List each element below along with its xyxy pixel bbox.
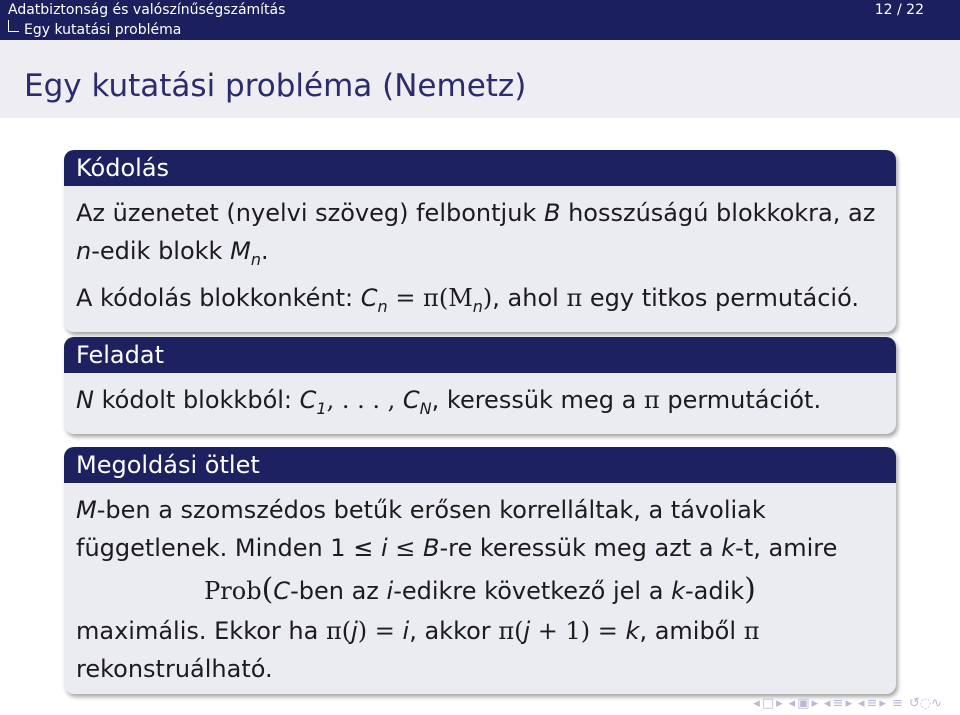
formula: π( <box>498 617 524 645</box>
block-title-feladat: Feladat <box>64 337 896 373</box>
var-M: M <box>76 496 97 524</box>
formula: = π(M <box>387 284 473 312</box>
text: Az üzenetet (nyelvi szöveg) felbontjuk <box>76 199 537 227</box>
course-title[interactable]: Adatbiztonság és valószínűségszámítás <box>8 2 286 18</box>
block-title-kodolas: Kódolás <box>64 150 896 186</box>
text: maximális. Ekkor ha <box>76 617 319 645</box>
text: , amiből <box>639 617 737 645</box>
formula: + 1) = <box>530 617 618 645</box>
var-i: i <box>402 617 410 645</box>
var-j: j <box>523 617 531 645</box>
var-C: C <box>402 386 420 414</box>
formula: π( <box>325 617 352 645</box>
leq: ≤ <box>395 534 416 562</box>
subscript: n <box>472 297 483 316</box>
text: egy titkos permutáció. <box>589 284 859 312</box>
subscript: n <box>377 297 388 316</box>
var-M: M <box>230 237 251 265</box>
text: -ben a szomszédos betűk erősen korrelláltak, a távoliak <box>96 496 766 524</box>
text: hosszúságú blokkokra, az <box>568 199 876 227</box>
var-B: B <box>543 199 561 227</box>
var-k: k <box>671 577 685 605</box>
block-otlet <box>64 447 896 694</box>
var-C: C <box>360 284 378 312</box>
text: , keressük meg a <box>431 386 637 414</box>
text: -adik <box>684 577 745 605</box>
text: -t, amire <box>735 534 838 562</box>
text: -edik blokk <box>91 237 223 265</box>
headline-bar <box>0 0 960 40</box>
text: , akkor <box>409 617 491 645</box>
nav-left-icon[interactable]: ◂ <box>857 695 865 711</box>
text: -edikre következő jel a <box>393 577 664 605</box>
page-counter: 12 / 22 <box>874 2 924 18</box>
kodolas-line-2 <box>76 232 884 279</box>
otlet-line-4 <box>76 612 884 650</box>
var-pi: π <box>643 386 660 414</box>
nav-right-icon[interactable]: ▸ <box>811 695 819 711</box>
paren: ) <box>744 572 756 607</box>
nav-right-icon[interactable]: ▸ <box>879 695 886 711</box>
var-k: k <box>625 617 640 645</box>
nav-subsection-icon[interactable]: ▣ <box>797 695 810 711</box>
kodolas-line-1 <box>76 194 884 232</box>
formula: ) = <box>357 617 395 645</box>
block-title-otlet: Megoldási ötlet <box>64 447 896 483</box>
nav-part-group[interactable] <box>858 696 886 711</box>
section-title[interactable]: Egy kutatási probléma <box>24 22 182 38</box>
block-body-kodolas <box>64 186 896 332</box>
nav-part-icon[interactable]: ≡ <box>866 695 878 711</box>
block-feladat <box>64 337 896 434</box>
nav-section-icon[interactable]: ≡ <box>832 695 844 711</box>
otlet-line-5 <box>76 650 884 688</box>
kodolas-line-3 <box>76 279 884 326</box>
nav-document-icon[interactable]: ≡ <box>891 695 903 711</box>
block-body-feladat <box>64 373 896 434</box>
var-B: B <box>423 534 440 562</box>
dots: , . . . , <box>326 386 396 414</box>
block-kodolas <box>64 150 896 332</box>
text: -re keressük meg azt a <box>439 534 714 562</box>
var-pi: π <box>743 617 760 645</box>
text: , ahol <box>492 284 559 312</box>
subscript: 1 <box>316 399 327 418</box>
beamer-navigation <box>753 695 942 711</box>
nav-left-icon[interactable]: ◂ <box>753 695 760 711</box>
var-pi: π <box>566 284 583 312</box>
formula: ) <box>482 284 493 312</box>
feladat-line-1 <box>76 381 884 428</box>
nav-right-icon[interactable]: ▸ <box>845 695 852 711</box>
nav-frame-icon[interactable]: □ <box>761 695 775 711</box>
var-i: i <box>380 534 388 562</box>
text: permutációt. <box>667 386 822 414</box>
var-i: i <box>386 577 394 605</box>
var-C: C <box>299 386 317 414</box>
var-N: N <box>76 386 94 414</box>
nav-search-icon[interactable]: ↺◌∿ <box>908 695 942 711</box>
var-j: j <box>351 617 358 645</box>
nav-left-icon[interactable]: ◂ <box>788 695 796 711</box>
text: . <box>260 237 269 265</box>
nav-subsection-group[interactable] <box>789 696 818 711</box>
var-n: n <box>76 237 92 265</box>
prob-formula <box>76 567 884 612</box>
text: kódolt blokkból: <box>101 386 292 414</box>
var-C: C <box>273 577 291 605</box>
nav-section-group[interactable] <box>824 696 852 711</box>
otlet-line-1 <box>76 491 884 529</box>
block-body-otlet <box>64 483 896 694</box>
prob-label: Prob <box>204 577 262 605</box>
subscript: n <box>250 250 261 269</box>
text: függetlenek. Minden 1 ≤ <box>76 534 374 562</box>
text: -ben az <box>290 577 379 605</box>
paren: ( <box>261 572 274 607</box>
nav-right-icon[interactable]: ▸ <box>776 695 783 711</box>
text: rekonstruálható. <box>76 655 273 683</box>
text: A kódolás blokkonként: <box>76 284 354 312</box>
nav-left-icon[interactable]: ◂ <box>824 695 831 711</box>
nav-frame-group[interactable] <box>753 696 782 711</box>
frame-title: Egy kutatási probléma (Nemetz) <box>24 68 527 104</box>
otlet-line-2 <box>76 529 884 567</box>
subscript: N <box>419 399 432 418</box>
var-k: k <box>721 534 736 562</box>
